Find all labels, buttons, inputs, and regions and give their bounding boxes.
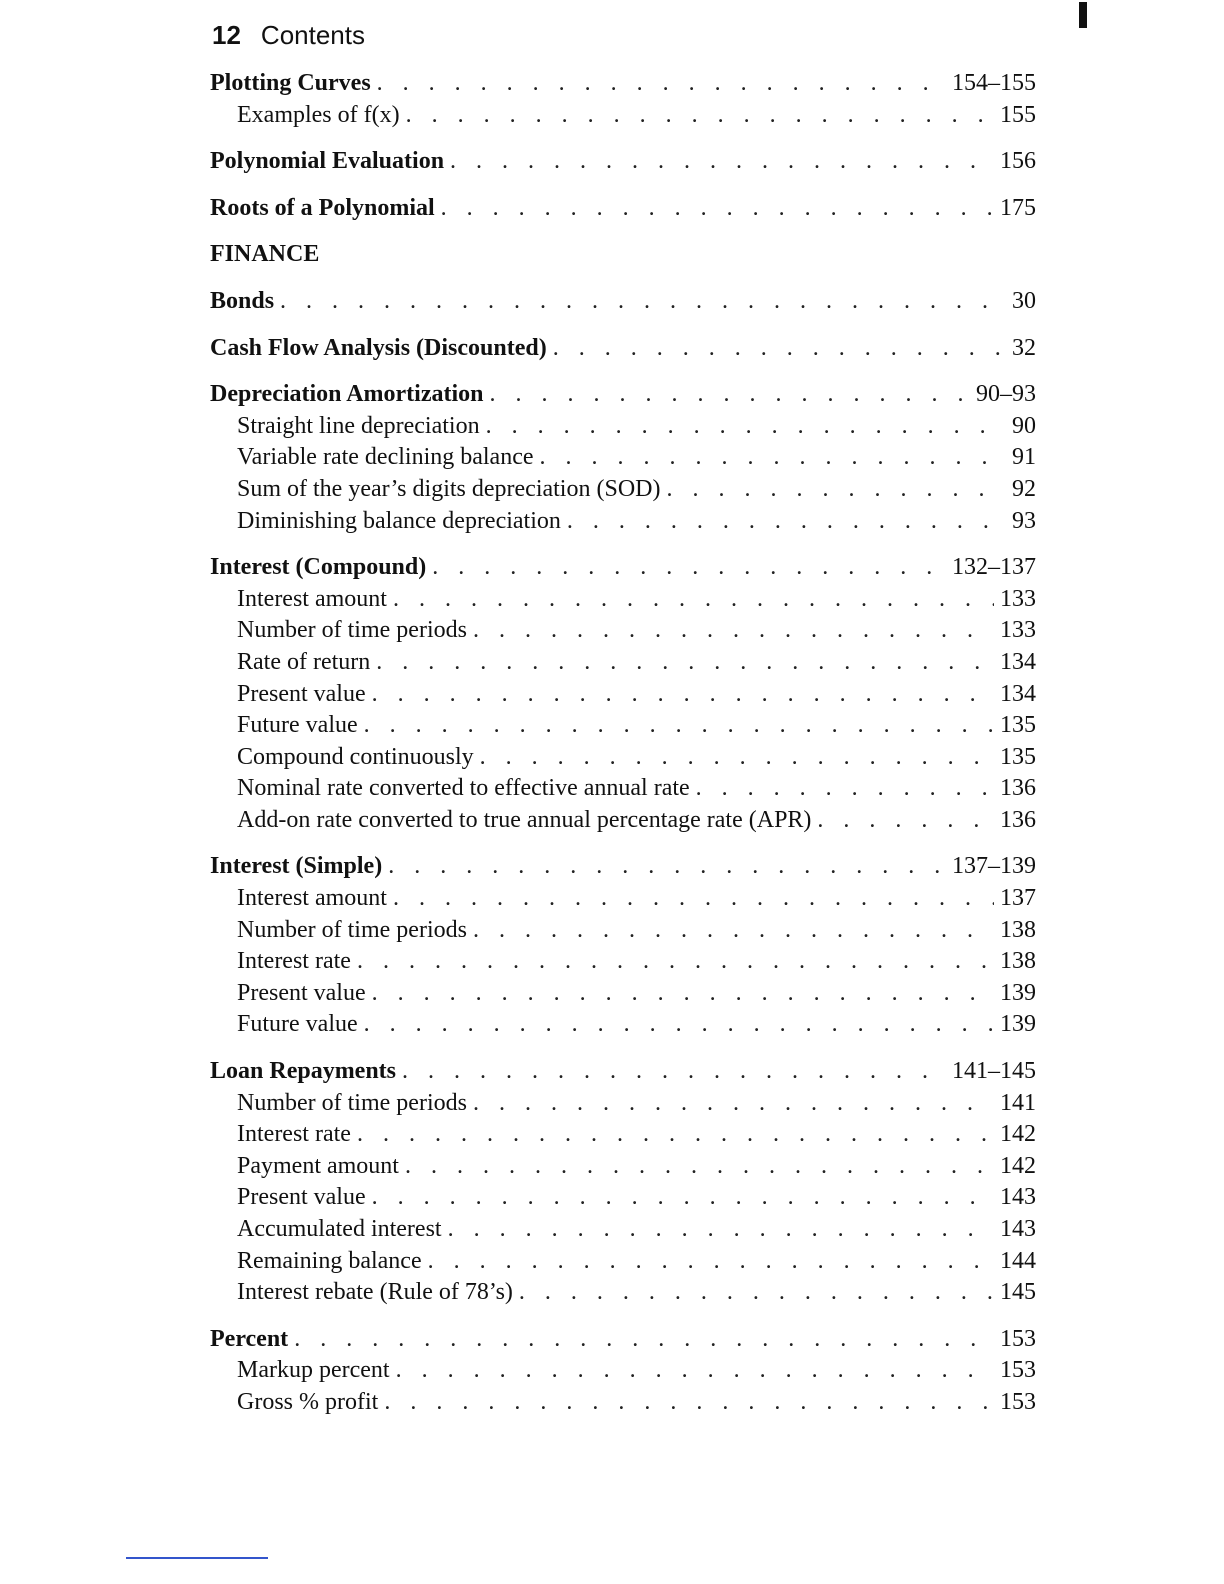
entry-label: Examples of f(x) <box>237 101 400 128</box>
toc-entry <box>210 146 1036 178</box>
toc-entry <box>210 68 1036 100</box>
entry-label: Bonds <box>210 287 275 314</box>
toc-subentry <box>210 883 1036 915</box>
entry-page-number: 137 <box>1000 885 1036 912</box>
footer-rule <box>126 1557 268 1559</box>
entry-page-number: 93 <box>1012 507 1036 534</box>
entry-label: Number of time periods <box>237 1089 467 1116</box>
entry-page-number: 30 <box>1012 287 1036 314</box>
entry-label: Present value <box>237 979 366 1006</box>
dot-leader <box>388 851 946 883</box>
entry-label: Percent <box>210 1325 289 1352</box>
dot-leader <box>294 1324 994 1356</box>
dot-leader <box>376 647 994 679</box>
entry-label: Nominal rate converted to effective annual rate <box>237 775 690 802</box>
dot-leader <box>448 1214 994 1246</box>
toc-subentry <box>210 946 1036 978</box>
dot-leader <box>396 1355 994 1387</box>
entry-page-number: 138 <box>1000 916 1036 943</box>
toc-subentry <box>210 1088 1036 1120</box>
entry-page-number: 155 <box>1000 101 1036 128</box>
toc-group <box>210 333 1036 365</box>
entry-page-number: 32 <box>1012 334 1036 361</box>
entry-label: Markup percent <box>237 1357 390 1384</box>
dot-leader <box>357 1119 994 1151</box>
entry-label: Straight line depreciation <box>237 412 480 439</box>
entry-page-number: 143 <box>1000 1216 1036 1242</box>
entry-label: Interest (Simple) <box>210 853 383 880</box>
toc-subentry <box>210 1182 1036 1214</box>
entry-label: Interest rebate (Rule of 78’s) <box>237 1279 513 1306</box>
entry-label: Depreciation Amortization <box>210 381 484 408</box>
toc-subentry <box>210 1387 1036 1419</box>
entry-label: Compound continuously <box>237 743 474 770</box>
dot-leader <box>553 333 1006 365</box>
entry-label: Interest amount <box>237 885 387 912</box>
entry-page-number: 90 <box>1012 412 1036 439</box>
dot-leader <box>450 146 994 178</box>
entry-page-number: 133 <box>1000 585 1036 612</box>
toc-group <box>210 1056 1036 1309</box>
entry-label: Payment amount <box>237 1152 399 1179</box>
dot-leader <box>473 1088 994 1120</box>
entry-label: Variable rate declining balance <box>237 444 534 471</box>
dot-leader <box>473 615 994 647</box>
dot-leader <box>364 1009 994 1041</box>
toc-entry <box>210 552 1036 584</box>
dot-leader <box>486 411 1006 443</box>
entry-page-number: 132–137 <box>952 554 1036 581</box>
entry-label: Plotting Curves <box>210 70 371 96</box>
toc-subentry <box>210 773 1036 805</box>
entry-label: Future value <box>237 712 358 739</box>
dot-leader <box>357 946 994 978</box>
toc-subentry <box>210 474 1036 506</box>
entry-page-number: 134 <box>1000 648 1036 675</box>
toc-group <box>210 286 1036 318</box>
entry-page-number: 145 <box>1000 1279 1036 1306</box>
toc-entry <box>210 1056 1036 1088</box>
entry-page-number: 153 <box>1000 1388 1036 1415</box>
toc-subentry <box>210 1009 1036 1041</box>
toc-subentry <box>210 805 1036 837</box>
toc-group <box>210 146 1036 178</box>
corner-mark <box>1079 2 1087 28</box>
entry-page-number: 134 <box>1000 680 1036 707</box>
dot-leader <box>364 710 994 742</box>
dot-leader <box>402 1056 946 1088</box>
entry-label: Roots of a Polynomial <box>210 194 435 221</box>
dot-leader <box>666 474 1006 506</box>
dot-leader <box>490 379 970 411</box>
entry-label: Interest (Compound) <box>210 554 427 581</box>
toc-entry <box>210 1324 1036 1356</box>
dot-leader <box>480 742 994 774</box>
toc-subentry <box>210 915 1036 947</box>
dot-leader <box>432 552 946 584</box>
dot-leader <box>372 978 994 1010</box>
entry-page-number: 141 <box>1000 1089 1036 1116</box>
toc-subentry <box>210 742 1036 774</box>
dot-leader <box>817 805 994 837</box>
toc-subentry <box>210 1355 1036 1387</box>
table-of-contents <box>210 68 1036 1434</box>
toc-subentry <box>210 647 1036 679</box>
toc-subentry <box>210 411 1036 443</box>
entry-page-number: 144 <box>1000 1247 1036 1274</box>
entry-page-number: 139 <box>1000 979 1036 1006</box>
entry-page-number: 136 <box>1000 806 1036 833</box>
entry-label: Interest rate <box>237 948 351 975</box>
dot-leader <box>473 915 994 947</box>
toc-entry <box>210 286 1036 318</box>
dot-leader <box>406 100 994 132</box>
entry-label: Interest amount <box>237 585 387 612</box>
toc-entry <box>210 851 1036 883</box>
entry-page-number: 153 <box>1000 1357 1036 1384</box>
entry-label: Present value <box>237 680 366 707</box>
entry-page-number: 135 <box>1000 712 1036 739</box>
entry-label: Cash Flow Analysis (Discounted) <box>210 334 547 361</box>
entry-label: Diminishing balance depreciation <box>237 507 561 534</box>
toc-group <box>210 193 1036 225</box>
entry-page-number: 142 <box>1000 1121 1036 1148</box>
toc-subentry <box>210 1277 1036 1309</box>
toc-subentry <box>210 1151 1036 1183</box>
entry-page-number: 141–145 <box>952 1058 1036 1085</box>
entry-label: Interest rate <box>237 1121 351 1148</box>
entry-page-number: 153 <box>1000 1325 1036 1352</box>
entry-page-number: 142 <box>1000 1152 1036 1179</box>
page-header <box>212 18 365 52</box>
entry-page-number: 154–155 <box>952 70 1036 96</box>
toc-group <box>210 552 1036 836</box>
toc-group <box>210 379 1036 537</box>
toc-subentry <box>210 584 1036 616</box>
toc-subentry <box>210 100 1036 132</box>
entry-page-number: 139 <box>1000 1011 1036 1038</box>
dot-leader <box>393 584 994 616</box>
dot-leader <box>372 679 994 711</box>
entry-label: Number of time periods <box>237 916 467 943</box>
entry-label: Remaining balance <box>237 1247 422 1274</box>
page-number: 12 <box>212 20 241 50</box>
dot-leader <box>519 1277 994 1309</box>
entry-label: Future value <box>237 1011 358 1038</box>
entry-label: Accumulated interest <box>237 1216 442 1242</box>
page-title: Contents <box>260 20 365 50</box>
toc-subentry <box>210 1214 1036 1246</box>
toc-subentry <box>210 1119 1036 1151</box>
entry-label: Number of time periods <box>237 617 467 644</box>
toc-group <box>210 68 1036 131</box>
entry-page-number: 156 <box>1000 148 1036 175</box>
entry-page-number: 133 <box>1000 617 1036 644</box>
toc-subentry <box>210 615 1036 647</box>
dot-leader <box>441 193 994 225</box>
entry-label: Add-on rate converted to true annual percentage rate (APR) <box>237 806 812 833</box>
entry-label: Loan Repayments <box>210 1058 397 1085</box>
entry-page-number: 90–93 <box>976 381 1036 408</box>
dot-leader <box>393 883 994 915</box>
dot-leader <box>372 1182 994 1214</box>
entry-label: Polynomial Evaluation <box>210 148 445 175</box>
toc-entry <box>210 193 1036 225</box>
entry-page-number: 143 <box>1000 1184 1036 1211</box>
toc-subentry <box>210 710 1036 742</box>
entry-page-number: 138 <box>1000 948 1036 975</box>
dot-leader <box>540 442 1006 474</box>
toc-entry <box>210 379 1036 411</box>
toc-group <box>210 851 1036 1041</box>
toc-subentry <box>210 679 1036 711</box>
entry-page-number: 135 <box>1000 743 1036 770</box>
dot-leader <box>405 1151 994 1183</box>
entry-label: Gross % profit <box>237 1388 379 1415</box>
toc-subentry <box>210 978 1036 1010</box>
dot-leader <box>377 68 946 100</box>
toc-group <box>210 1324 1036 1419</box>
entry-page-number: 137–139 <box>952 853 1036 880</box>
section-heading: FINANCE <box>210 241 320 268</box>
dot-leader <box>696 773 994 805</box>
entry-page-number: 91 <box>1012 444 1036 471</box>
toc-subentry <box>210 1246 1036 1278</box>
toc-subentry <box>210 506 1036 538</box>
entry-page-number: 92 <box>1012 475 1036 502</box>
toc-entry <box>210 333 1036 365</box>
toc-subentry <box>210 442 1036 474</box>
dot-leader <box>567 506 1006 538</box>
entry-page-number: 175 <box>1000 194 1036 221</box>
entry-label: Rate of return <box>237 648 371 675</box>
entry-label: Present value <box>237 1184 366 1211</box>
entry-page-number: 136 <box>1000 775 1036 802</box>
entry-label: Sum of the year’s digits depreciation (SOD) <box>237 475 661 502</box>
dot-leader <box>384 1387 994 1419</box>
dot-leader <box>280 286 1006 318</box>
dot-leader <box>428 1246 994 1278</box>
